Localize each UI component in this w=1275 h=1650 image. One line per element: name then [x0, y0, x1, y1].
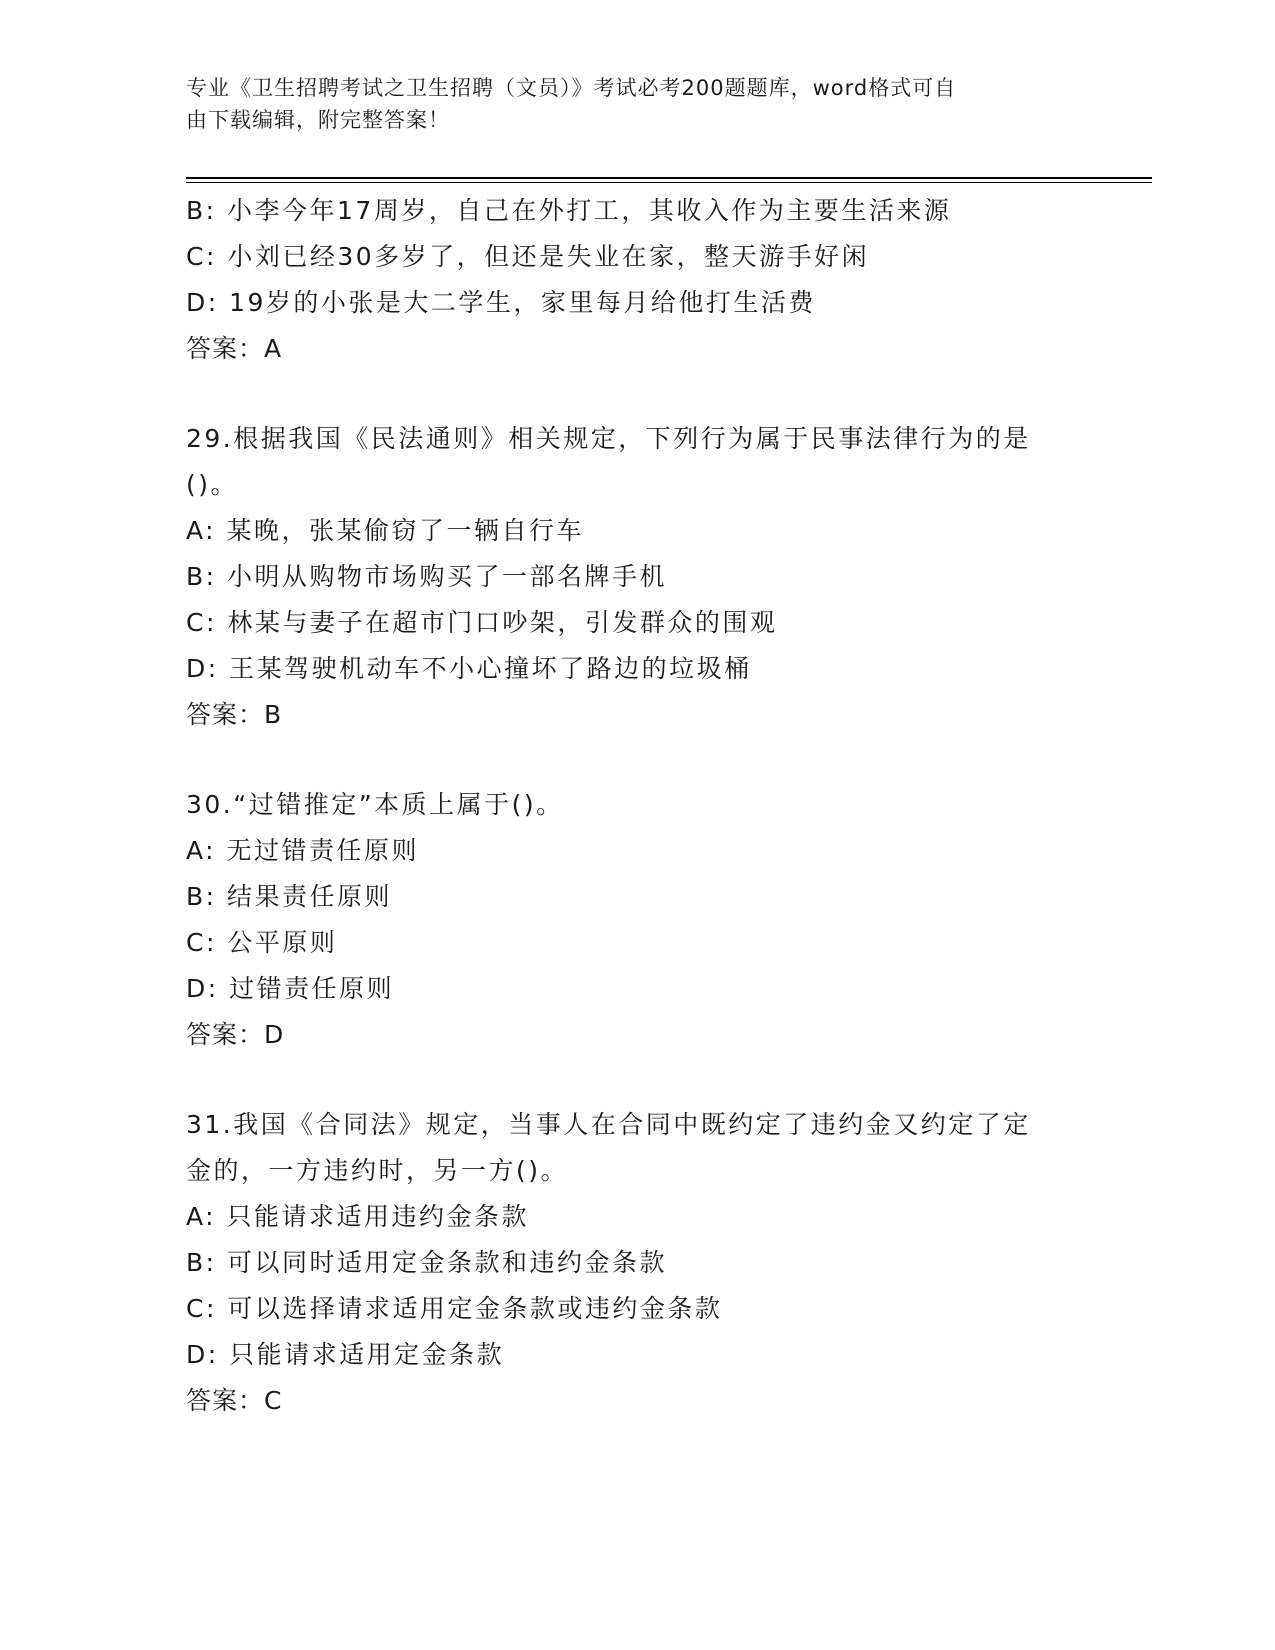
header-line-2: 由下载编辑，附完整答案！ — [186, 108, 450, 132]
question-block-29 — [186, 416, 1086, 738]
question-text: 31.我国《合同法》规定，当事人在合同中既约定了违约金又约定了定 — [186, 1110, 1031, 1139]
option-c: C: 林某与妻子在超市门口吵架，引发群众的围观 — [186, 608, 778, 637]
question-block-28 — [186, 188, 1086, 372]
spacer — [186, 372, 1086, 416]
option-c: C: 可以选择请求适用定金条款或违约金条款 — [186, 1294, 723, 1323]
answer-label: 答案：B — [186, 700, 283, 729]
option-a: A: 某晚，张某偷窃了一辆自行车 — [186, 516, 585, 545]
option-d: D: 19岁的小张是大二学生，家里每月给他打生活费 — [186, 288, 816, 317]
option-b: B: 小李今年17周岁，自己在外打工，其收入作为主要生活来源 — [186, 196, 952, 225]
header-divider-thin — [186, 182, 1152, 183]
answer-label: 答案：C — [186, 1386, 283, 1415]
question-text: 30.“过错推定”本质上属于()。 — [186, 790, 564, 819]
option-b: B: 可以同时适用定金条款和违约金条款 — [186, 1248, 668, 1277]
option-b: B: 结果责任原则 — [186, 882, 393, 911]
question-text-cont: 金的，一方违约时，另一方()。 — [186, 1156, 569, 1185]
answer-label: 答案：A — [186, 334, 283, 363]
option-a: A: 只能请求适用违约金条款 — [186, 1202, 530, 1231]
option-d: D: 只能请求适用定金条款 — [186, 1340, 505, 1369]
header-divider-thick — [186, 177, 1152, 179]
document-body — [186, 188, 1086, 1424]
document-header — [186, 72, 1066, 136]
answer-label: 答案：D — [186, 1020, 285, 1049]
option-d: D: 王某驾驶机动车不小心撞坏了路边的垃圾桶 — [186, 654, 752, 683]
question-block-31 — [186, 1102, 1086, 1424]
option-d: D: 过错责任原则 — [186, 974, 395, 1003]
option-c: C: 小刘已经30多岁了，但还是失业在家，整天游手好闲 — [186, 242, 870, 271]
question-text-cont: ()。 — [186, 470, 239, 499]
option-a: A: 无过错责任原则 — [186, 836, 420, 865]
spacer — [186, 1058, 1086, 1102]
option-b: B: 小明从购物市场购买了一部名牌手机 — [186, 562, 668, 591]
header-line-1: 专业《卫生招聘考试之卫生招聘（文员）》考试必考200题题库，word格式可自 — [186, 76, 957, 100]
spacer — [186, 738, 1086, 782]
option-c: C: 公平原则 — [186, 928, 338, 957]
question-text: 29.根据我国《民法通则》相关规定，下列行为属于民事法律行为的是 — [186, 424, 1031, 453]
question-block-30 — [186, 782, 1086, 1058]
